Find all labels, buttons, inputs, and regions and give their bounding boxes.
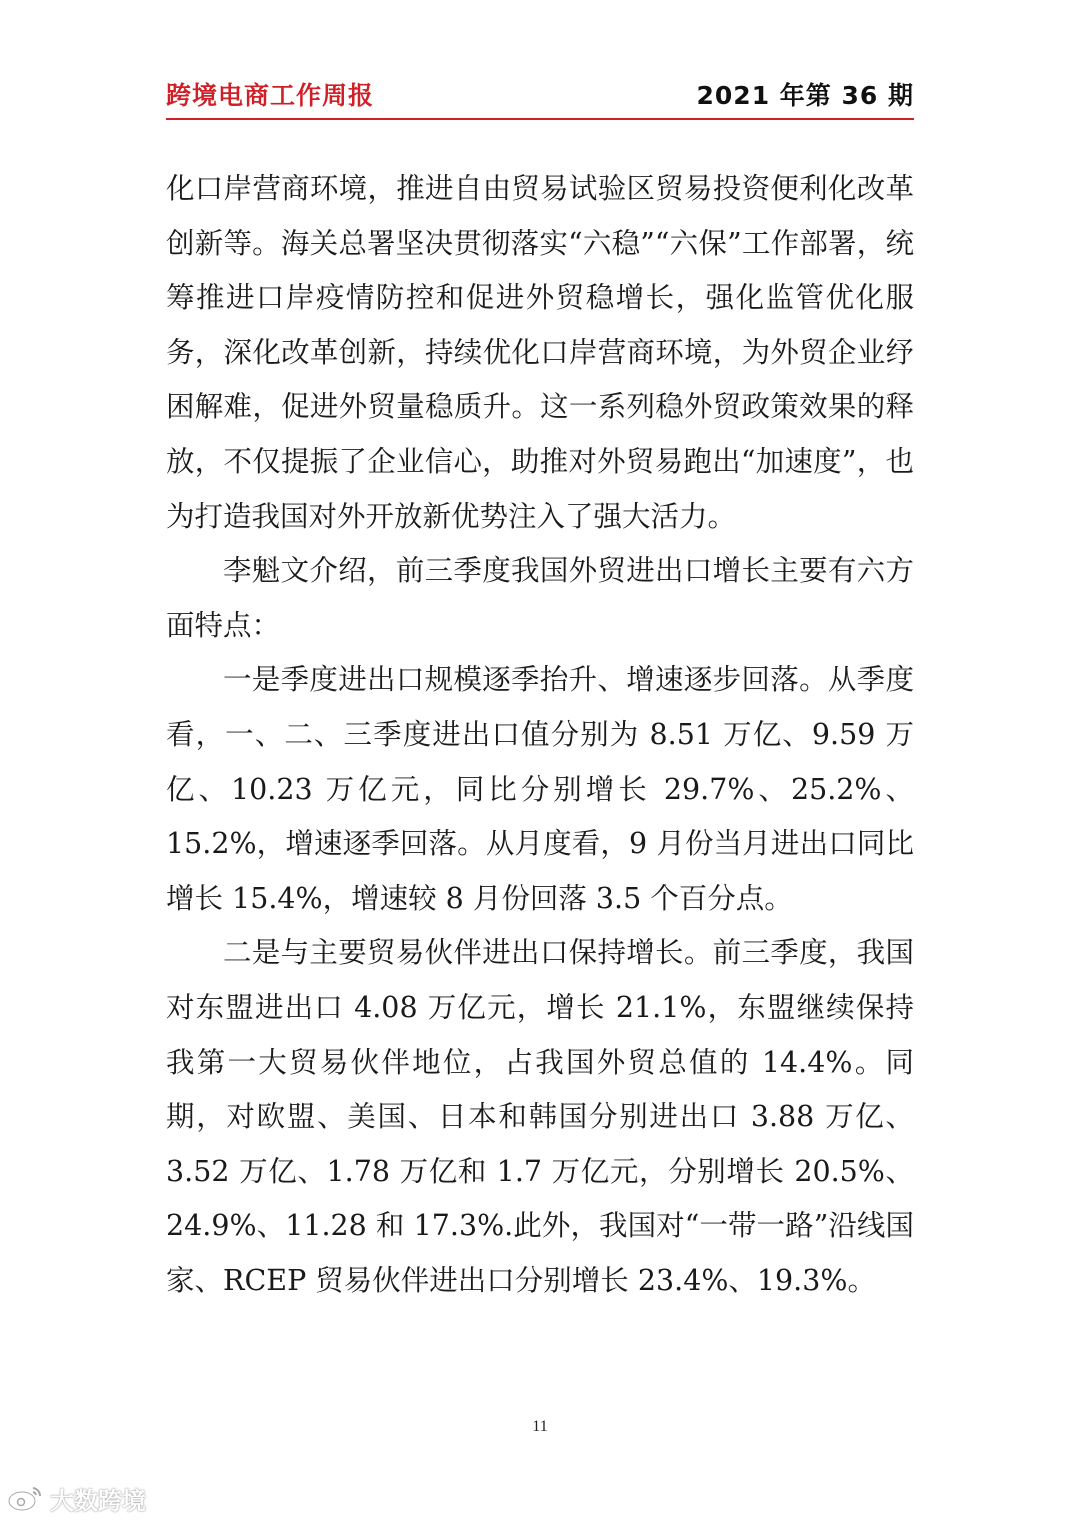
article-body — [166, 162, 914, 1308]
paragraph-point-two: 二是与主要贸易伙伴进出口保持增长。前三季度，我国对东盟进出口 4.08 万亿元，增长 21.1%，东盟继续保持我第一大贸易伙伴地位，占我国外贸总值的 14.4%。同期，对欧盟、美国、日本和韩国分别进出口 3.88 万亿、3.52 万亿、1.78 万亿和 1.7 万亿元，分别增长 20.5%、24.9%、11.28 和 17.3%.此外，我国对“一带一路”沿线国家、RCEP 贸易伙伴进出口分别增长 23.4%、19.3%。 — [166, 936, 914, 1297]
weibo-logo-icon — [6, 1483, 44, 1513]
paragraph-intro: 李魁文介绍，前三季度我国外贸进出口增长主要有六方面特点： — [166, 554, 914, 642]
paragraph-continued: 化口岸营商环境，推进自由贸易试验区贸易投资便利化改革创新等。海关总署坚决贯彻落实“六稳”“六保”工作部署，统筹推进口岸疫情防控和促进外贸稳增长，强化监管优化服务，深化改革创新，持续优化口岸营商环境，为外贸企业纾困解难，促进外贸量稳质升。这一系列稳外贸政策效果的释放，不仅提振了企业信心，助推对外贸易跑出“加速度”，也为打造我国对外开放新优势注入了强大活力。 — [166, 172, 914, 533]
report-title: 跨境电商工作周报 — [166, 81, 375, 110]
paragraph-point-one: 一是季度进出口规模逐季抬升、增速逐步回落。从季度看，一、二、三季度进出口值分别为 8.51 万亿、9.59 万亿、10.23 万亿元，同比分别增长 29.7%、25.2%、15.2%，增速逐季回落。从月度看，9 月份当月进出口同比增长 15.4%，增速较 8 月份回落 3.5 个百分点。 — [166, 663, 914, 915]
watermark-text: 大数跨境 — [50, 1486, 146, 1515]
page-number: 11 — [532, 1418, 548, 1435]
page-header — [166, 74, 914, 120]
issue-number: 2021 年第 36 期 — [696, 81, 914, 110]
watermark — [6, 1478, 146, 1518]
